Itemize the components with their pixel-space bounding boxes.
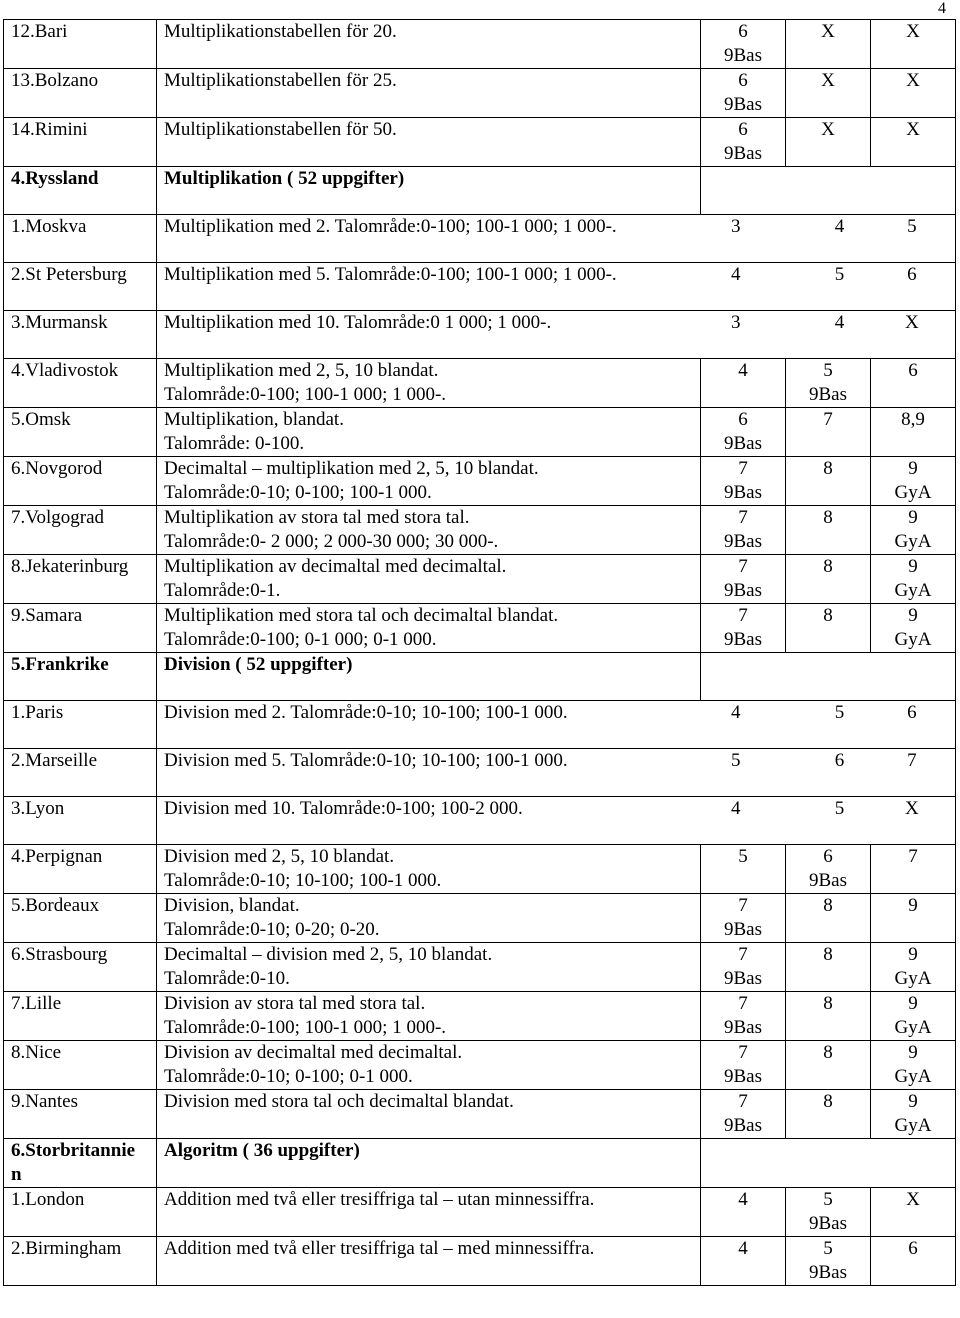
- table-row: [4, 457, 956, 506]
- row-level-2: X: [786, 118, 871, 167]
- table-row: [4, 1188, 956, 1237]
- row-description: Algoritm ( 36 uppgifter): [157, 1139, 701, 1188]
- row-description-with-levels: [157, 263, 956, 311]
- row-level-2: 7: [786, 408, 871, 457]
- row-level-3: 6: [871, 1237, 956, 1286]
- row-level-2: 5 9Bas: [786, 1188, 871, 1237]
- row-level-3: 6: [907, 264, 917, 285]
- row-name: 5.Omsk: [4, 408, 157, 457]
- row-level-2: 8: [786, 943, 871, 992]
- row-empty-cell: [701, 653, 956, 701]
- row-description-with-levels: [157, 797, 956, 845]
- row-description: Multiplikationstabellen för 50.: [157, 118, 701, 167]
- row-level-1: 3: [731, 312, 741, 333]
- row-level-2: 5: [834, 798, 845, 819]
- row-level-1: 6 9Bas: [701, 20, 786, 69]
- row-description: Multiplikation med 2. Talområde:0-100; 100-1 000; 1 000-.: [164, 216, 617, 237]
- row-name: 2.St Petersburg: [4, 263, 157, 311]
- row-level-1: 6 9Bas: [701, 69, 786, 118]
- row-description: Division med 2. Talområde:0-10; 10-100; 100-1 000.: [164, 702, 568, 723]
- row-description: Division av decimaltal med decimaltal. Talområde:0-10; 0-100; 0-1 000.: [157, 1041, 701, 1090]
- row-description: Multiplikation av stora tal med stora tal. Talområde:0- 2 000; 2 000-30 000; 30 000-.: [157, 506, 701, 555]
- row-level-1: 7 9Bas: [701, 457, 786, 506]
- table-row: [4, 118, 956, 167]
- row-name: 1.London: [4, 1188, 157, 1237]
- row-name: 9.Samara: [4, 604, 157, 653]
- table-row: [4, 845, 956, 894]
- table-row: [4, 894, 956, 943]
- row-level-2: 8: [786, 555, 871, 604]
- row-empty-cell: [701, 1139, 956, 1188]
- row-description: Multiplikation med 2, 5, 10 blandat. Talområde:0-100; 100-1 000; 1 000-.: [157, 359, 701, 408]
- table-row: [4, 69, 956, 118]
- row-level-1: 7 9Bas: [701, 992, 786, 1041]
- row-description: Division av stora tal med stora tal. Talområde:0-100; 100-1 000; 1 000-.: [157, 992, 701, 1041]
- table-row: [4, 1237, 956, 1286]
- table-row: [4, 701, 956, 749]
- row-level-2: 5 9Bas: [786, 359, 871, 408]
- row-level-1: 4: [701, 1188, 786, 1237]
- row-description-with-levels: [157, 311, 956, 359]
- row-description: Division med 2, 5, 10 blandat. Talområde:0-10; 10-100; 100-1 000.: [157, 845, 701, 894]
- row-level-2: 8: [786, 457, 871, 506]
- table-row: [4, 263, 956, 311]
- row-level-1: 5: [731, 750, 741, 771]
- row-name: 1.Paris: [4, 701, 157, 749]
- row-level-1: 6 9Bas: [701, 118, 786, 167]
- row-level-1: 4: [731, 702, 741, 723]
- row-level-3: 7: [871, 845, 956, 894]
- table-row: [4, 1090, 956, 1139]
- row-description: Addition med två eller tresiffriga tal – med minnessiffra.: [157, 1237, 701, 1286]
- row-description-with-levels: [157, 701, 956, 749]
- row-level-3: 9 GyA: [871, 1041, 956, 1090]
- row-level-2: 5 9Bas: [786, 1237, 871, 1286]
- row-level-3: 9 GyA: [871, 457, 956, 506]
- table-row: [4, 215, 956, 263]
- row-level-3: 9 GyA: [871, 506, 956, 555]
- row-description: Multiplikation ( 52 uppgifter): [157, 167, 701, 215]
- row-level-1: 3: [731, 216, 741, 237]
- row-description: Multiplikation med 10. Talområde:0 1 000; 1 000-.: [164, 312, 552, 333]
- row-name: 8.Jekaterinburg: [4, 555, 157, 604]
- row-level-2: 4: [834, 216, 845, 237]
- row-description: Division med 5. Talområde:0-10; 10-100; 100-1 000.: [164, 750, 568, 771]
- row-level-3: 6: [907, 702, 917, 723]
- row-level-3: 8,9: [871, 408, 956, 457]
- table-row: [4, 992, 956, 1041]
- row-name: 2.Birmingham: [4, 1237, 157, 1286]
- table-body: [4, 20, 956, 1286]
- row-description: Decimaltal – division med 2, 5, 10 blandat. Talområde:0-10.: [157, 943, 701, 992]
- curriculum-table: [3, 19, 956, 1286]
- row-level-3: X: [871, 1188, 956, 1237]
- row-description: Multiplikation av decimaltal med decimaltal. Talområde:0-1.: [157, 555, 701, 604]
- table-row: [4, 408, 956, 457]
- page-number: 4: [938, 0, 946, 17]
- row-description: Multiplikationstabellen för 20.: [157, 20, 701, 69]
- row-level-3: X: [904, 798, 919, 819]
- row-description: Division ( 52 uppgifter): [157, 653, 701, 701]
- row-level-2: 8: [786, 604, 871, 653]
- row-description: Decimaltal – multiplikation med 2, 5, 10 blandat. Talområde:0-10; 0-100; 100-1 000.: [157, 457, 701, 506]
- row-level-1: 7 9Bas: [701, 894, 786, 943]
- row-name: 6.Storbritannie n: [4, 1139, 157, 1188]
- row-level-1: 7 9Bas: [701, 604, 786, 653]
- row-level-3: 5: [907, 216, 917, 237]
- row-level-3: 6: [871, 359, 956, 408]
- table-row: [4, 1139, 956, 1188]
- row-name: 4.Perpignan: [4, 845, 157, 894]
- table-row: [4, 749, 956, 797]
- row-level-2: 8: [786, 1090, 871, 1139]
- row-level-3: X: [904, 312, 919, 333]
- table-row: [4, 20, 956, 69]
- row-level-1: 7 9Bas: [701, 555, 786, 604]
- row-level-2: X: [786, 20, 871, 69]
- row-level-2: 8: [786, 894, 871, 943]
- row-level-3: 9: [871, 894, 956, 943]
- row-level-1: 4: [701, 359, 786, 408]
- row-level-3: 9 GyA: [871, 1090, 956, 1139]
- row-description: Division med stora tal och decimaltal blandat.: [157, 1090, 701, 1139]
- row-level-1: 5: [701, 845, 786, 894]
- row-level-2: 6 9Bas: [786, 845, 871, 894]
- row-name: 4.Ryssland: [4, 167, 157, 215]
- row-level-2: 8: [786, 1041, 871, 1090]
- row-empty-cell: [701, 167, 956, 215]
- row-level-3: 7: [907, 750, 917, 771]
- table-row: [4, 359, 956, 408]
- table-row: [4, 555, 956, 604]
- row-level-1: 6 9Bas: [701, 408, 786, 457]
- row-name: 14.Rimini: [4, 118, 157, 167]
- row-name: 7.Volgograd: [4, 506, 157, 555]
- row-level-3: 9 GyA: [871, 943, 956, 992]
- row-description: Addition med två eller tresiffriga tal – utan minnessiffra.: [157, 1188, 701, 1237]
- row-description-with-levels: [157, 215, 956, 263]
- row-description: Division, blandat. Talområde:0-10; 0-20; 0-20.: [157, 894, 701, 943]
- row-name: 3.Murmansk: [4, 311, 157, 359]
- row-description: Multiplikation, blandat. Talområde: 0-100.: [157, 408, 701, 457]
- table-row: [4, 797, 956, 845]
- row-level-2: 6: [834, 750, 845, 771]
- row-level-1: 4: [731, 264, 741, 285]
- row-level-3: X: [871, 118, 956, 167]
- row-name: 4.Vladivostok: [4, 359, 157, 408]
- row-level-1: 7 9Bas: [701, 506, 786, 555]
- table-row: [4, 604, 956, 653]
- row-description: Multiplikation med 5. Talområde:0-100; 100-1 000; 1 000-.: [164, 264, 617, 285]
- row-level-2: 5: [834, 702, 845, 723]
- row-name: 5.Frankrike: [4, 653, 157, 701]
- row-name: 6.Strasbourg: [4, 943, 157, 992]
- row-level-2: 4: [834, 312, 845, 333]
- row-level-2: 8: [786, 992, 871, 1041]
- row-name: 5.Bordeaux: [4, 894, 157, 943]
- row-name: 7.Lille: [4, 992, 157, 1041]
- row-description: Multiplikation med stora tal och decimaltal blandat. Talområde:0-100; 0-1 000; 0-1 000.: [157, 604, 701, 653]
- row-level-1: 7 9Bas: [701, 1090, 786, 1139]
- row-name: 2.Marseille: [4, 749, 157, 797]
- row-level-1: 7 9Bas: [701, 1041, 786, 1090]
- row-level-2: 8: [786, 506, 871, 555]
- table-row: [4, 167, 956, 215]
- row-level-2: X: [786, 69, 871, 118]
- row-level-3: 9 GyA: [871, 555, 956, 604]
- row-name: 6.Novgorod: [4, 457, 157, 506]
- row-level-1: 7 9Bas: [701, 943, 786, 992]
- row-level-3: X: [871, 20, 956, 69]
- row-name: 12.Bari: [4, 20, 157, 69]
- row-name: 9.Nantes: [4, 1090, 157, 1139]
- table-row: [4, 653, 956, 701]
- table-row: [4, 311, 956, 359]
- table-row: [4, 1041, 956, 1090]
- row-name: 13.Bolzano: [4, 69, 157, 118]
- row-description: Division med 10. Talområde:0-100; 100-2 000.: [164, 798, 523, 819]
- row-level-3: 9 GyA: [871, 992, 956, 1041]
- row-name: 8.Nice: [4, 1041, 157, 1090]
- table-row: [4, 506, 956, 555]
- row-level-2: 5: [834, 264, 845, 285]
- row-description: Multiplikationstabellen för 25.: [157, 69, 701, 118]
- row-level-3: 9 GyA: [871, 604, 956, 653]
- row-name: 3.Lyon: [4, 797, 157, 845]
- row-description-with-levels: [157, 749, 956, 797]
- row-name: 1.Moskva: [4, 215, 157, 263]
- row-level-3: X: [871, 69, 956, 118]
- table-row: [4, 943, 956, 992]
- row-level-1: 4: [731, 798, 741, 819]
- row-level-1: 4: [701, 1237, 786, 1286]
